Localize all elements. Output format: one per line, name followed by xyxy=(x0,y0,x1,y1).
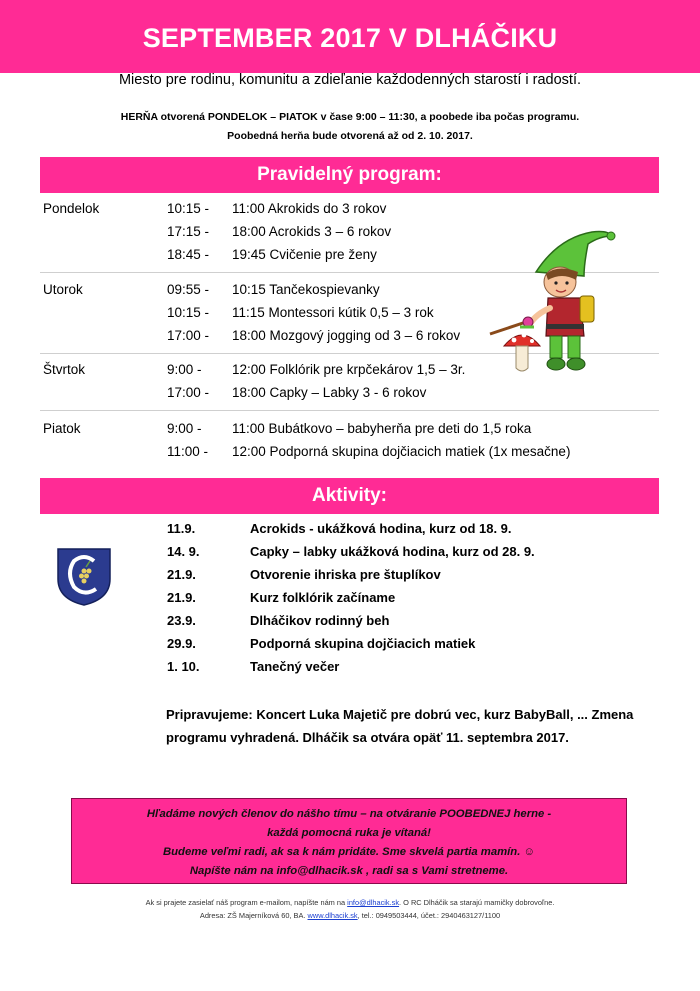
divider xyxy=(40,410,659,411)
callout-line: každá pomocná ruka je vítaná! xyxy=(267,827,431,839)
activity-text: Podporná skupina dojčiacich matiek xyxy=(250,636,476,651)
schedule-entry: 12:00 Podporná skupina dojčiacich matiek (1x mesačne) xyxy=(232,444,571,459)
opening-hours-line-2: Poobedná herňa bude otvorená až od 2. 10. 2017. xyxy=(227,130,473,142)
schedule-start: 11:00 - xyxy=(167,444,209,459)
schedule-entry: 18:00 Mozgový jogging od 3 – 6 rokov xyxy=(232,328,461,343)
volunteer-callout xyxy=(71,798,627,884)
callout-line: Budeme veľmi radi, ak sa k nám pridáte. Sme skvelá partia mamín. ☺ xyxy=(162,846,536,858)
schedule-entry: 11:15 Montessori kútik 0,5 – 3 rok xyxy=(232,305,434,320)
schedule-entry: 18:00 Capky – Labky 3 - 6 rokov xyxy=(232,385,427,400)
activity-text: Dlháčikov rodinný beh xyxy=(250,613,390,628)
schedule-start: 9:00 - xyxy=(167,421,202,436)
footer xyxy=(0,896,700,922)
schedule-entry: 10:15 Tančekospievanky xyxy=(232,282,380,297)
footer-text: , tel.: 0949503444, účet.: 2940463127/1100 xyxy=(357,911,501,920)
schedule-start: 18:45 - xyxy=(167,247,210,262)
schedule-start: 10:15 - xyxy=(167,201,210,216)
schedule-entry: 18:00 Acrokids 3 – 6 rokov xyxy=(232,224,392,239)
schedule-start: 17:15 - xyxy=(167,224,210,239)
activity-date: 1. 10. xyxy=(167,659,200,674)
program-heading: Pravidelný program: xyxy=(40,157,659,193)
subtitle: Miesto pre rodinu, komunitu a zdieľanie každodenných starostí i radostí. xyxy=(118,72,582,88)
schedule-start: 09:55 - xyxy=(167,282,210,297)
schedule-entry: 12:00 Folklórik pre krpčekárov 1,5 – 3r. xyxy=(232,362,466,377)
gnome-illustration-icon xyxy=(488,228,618,376)
activity-text: Capky – labky ukážková hodina, kurz od 28. 9. xyxy=(250,544,535,559)
callout-line: Hľadáme nových členov do nášho tímu – na otváranie POOBEDNEJ herne - xyxy=(146,808,552,820)
activity-text: Otvorenie ihriska pre štuplíkov xyxy=(250,567,441,582)
activity-date: 11.9. xyxy=(167,521,196,536)
activity-date: 21.9. xyxy=(167,590,196,605)
upcoming-note: Pripravujeme: Koncert Luka Majetič pre dobrú vec, kurz BabyBall, ... Zmena programu vyhradená. Dlháčik sa otvára opäť 11. septembra 2017. xyxy=(166,707,634,745)
email-link[interactable]: info@dlhacik.sk xyxy=(347,898,400,907)
footer-text: Ak si prajete zasielať náš program e-mailom, napíšte nám na xyxy=(145,898,348,907)
opening-hours-line-1: HERŇA otvorená PONDELOK – PIATOK v čase 9:00 – 11:30, a poobede iba počas programu. xyxy=(120,111,580,123)
schedule-start: 17:00 - xyxy=(167,385,210,400)
schedule-start: 17:00 - xyxy=(167,328,210,343)
day-label: Štvrtok xyxy=(43,362,86,377)
website-link[interactable]: www.dlhacik.sk xyxy=(307,911,358,920)
callout-line: Napíšte nám na info@dlhacik.sk , radi sa s Vami stretneme. xyxy=(189,865,509,877)
footer-text: Adresa: ZŠ Majerníková 60, BA. xyxy=(199,911,308,920)
footer-line-2 xyxy=(0,909,700,922)
activity-text: Kurz folklórik začíname xyxy=(250,590,396,605)
opening-hours xyxy=(0,108,700,146)
schedule-start: 10:15 - xyxy=(167,305,210,320)
page-title: SEPTEMBER 2017 V DLHÁČIKU xyxy=(0,0,700,73)
activity-text: Acrokids - ukážková hodina, kurz od 18. 9. xyxy=(250,521,512,536)
day-label: Utorok xyxy=(43,282,83,297)
town-crest-icon xyxy=(54,545,114,607)
schedule-entry: 11:00 Akrokids do 3 rokov xyxy=(232,201,387,216)
activity-date: 21.9. xyxy=(167,567,196,582)
footer-text: . O RC Dlháčik sa starajú mamičky dobrovoľne. xyxy=(399,898,555,907)
activity-date: 23.9. xyxy=(167,613,196,628)
day-label: Piatok xyxy=(43,421,81,436)
schedule-entry: 19:45 Cvičenie pre ženy xyxy=(232,247,377,262)
schedule-start: 9:00 - xyxy=(167,362,202,377)
schedule-entry: 11:00 Bubátkovo – babyherňa pre deti do 1,5 roka xyxy=(232,421,532,436)
activities-heading: Aktivity: xyxy=(40,478,659,514)
day-label: Pondelok xyxy=(43,201,100,216)
activity-text: Tanečný večer xyxy=(250,659,340,674)
activity-date: 29.9. xyxy=(167,636,196,651)
activity-date: 14. 9. xyxy=(167,544,200,559)
footer-line-1 xyxy=(0,896,700,909)
